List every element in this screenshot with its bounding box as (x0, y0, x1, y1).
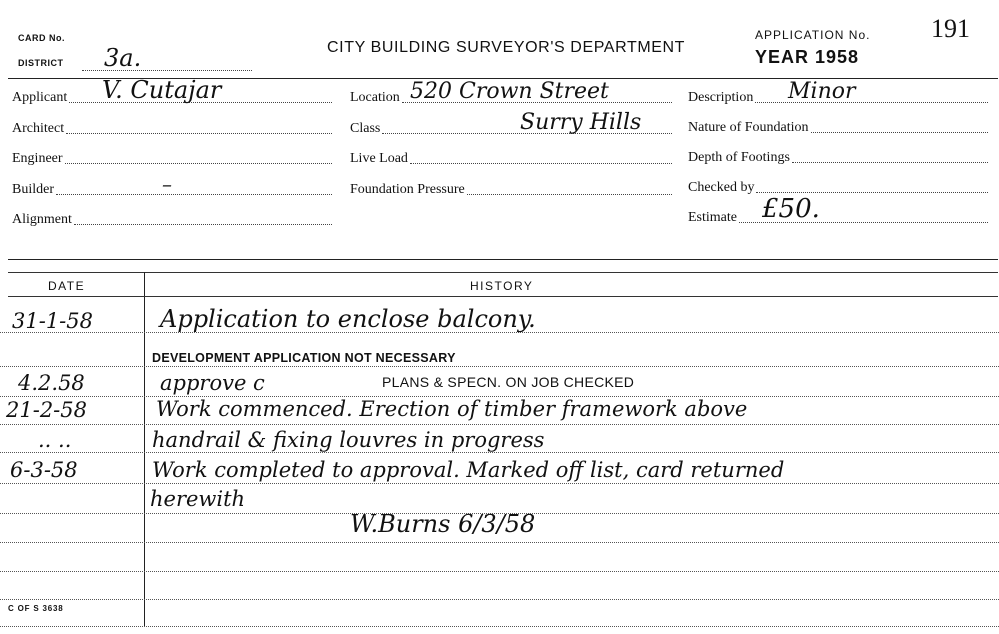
builder-value: – (162, 172, 172, 196)
entry-text: Work commenced. Erection of timber framework above (156, 397, 748, 421)
ruled-line (0, 452, 999, 453)
estimate-label: Estimate (688, 210, 737, 225)
location-label: Location (350, 90, 400, 105)
depth-of-footings-field (688, 150, 988, 166)
ruled-line (0, 571, 999, 572)
ruled-line (0, 366, 999, 367)
entry-text: herewith (150, 487, 246, 511)
application-no-label: APPLICATION No. (755, 28, 871, 42)
section-rule-top (8, 259, 998, 260)
stamp-development-application: DEVELOPMENT APPLICATION NOT NECESSARY (152, 351, 456, 365)
alignment-field (12, 212, 332, 228)
ruled-line (0, 626, 999, 627)
ruled-line (0, 599, 999, 600)
checked-by-field (688, 180, 988, 196)
entry-date: 31-1-58 (12, 309, 93, 333)
entry-text: Application to enclose balcony. (160, 305, 536, 333)
nature-of-foundation-label: Nature of Foundation (688, 120, 809, 135)
district-dots (82, 70, 252, 71)
location-value: 520 Crown Street (410, 79, 609, 104)
history-column-header: HISTORY (470, 279, 534, 293)
entry-text: approve c (160, 371, 265, 395)
foundation-pressure-label: Foundation Pressure (350, 182, 465, 197)
live-load-label: Live Load (350, 151, 408, 166)
date-column-divider (144, 272, 145, 627)
entry-text: Work completed to approval. Marked off list, card returned (152, 458, 785, 482)
depth-of-footings-label: Depth of Footings (688, 150, 790, 165)
signature: W.Burns 6/3/58 (350, 510, 536, 538)
year-label: YEAR 1958 (755, 47, 860, 67)
applicant-field (12, 76, 332, 106)
description-field (688, 79, 988, 106)
engineer-label: Engineer (12, 151, 63, 166)
engineer-field (12, 151, 332, 167)
applicant-value: V. Cutajar (102, 76, 222, 104)
applicant-label: Applicant (12, 90, 68, 105)
description-value: Minor (788, 79, 856, 104)
alignment-label: Alignment (12, 212, 72, 227)
class-field (350, 110, 672, 137)
estimate-value: £50. (762, 194, 820, 224)
card-no-label: CARD No. (18, 33, 65, 43)
class-label: Class (350, 121, 381, 136)
location-field (350, 79, 672, 106)
nature-of-foundation-field (688, 120, 988, 136)
application-number: 191 (931, 14, 970, 43)
entry-date: 4.2.58 (18, 371, 85, 395)
stamp-plans-checked: PLANS & SPECN. ON JOB CHECKED (382, 374, 635, 390)
entry-date: 21-2-58 (6, 398, 87, 422)
architect-field (12, 121, 332, 137)
foundation-pressure-field (350, 182, 672, 198)
entry-date: 6-3-58 (10, 458, 78, 482)
entry-text: handrail & fixing louvres in progress (152, 428, 545, 452)
ruled-line (0, 424, 999, 425)
architect-label: Architect (12, 121, 65, 136)
section-rule-bottom (8, 272, 998, 273)
builder-field (12, 172, 332, 198)
live-load-field (350, 151, 672, 167)
district-label: DISTRICT (18, 58, 64, 68)
estimate-field (688, 194, 988, 226)
entry-date: .. .. (38, 428, 72, 452)
checked-by-label: Checked by (688, 180, 755, 195)
description-label: Description (688, 90, 754, 105)
ruled-line (0, 483, 999, 484)
department-title: CITY BUILDING SURVEYOR'S DEPARTMENT (327, 39, 686, 56)
district-value: 3a. (104, 44, 142, 72)
header-underline (8, 296, 998, 297)
class-value: Surry Hills (520, 110, 642, 135)
date-column-header: DATE (48, 279, 86, 293)
ruled-line (0, 542, 999, 543)
builder-label: Builder (12, 182, 54, 197)
form-code: C OF S 3638 (8, 604, 64, 613)
